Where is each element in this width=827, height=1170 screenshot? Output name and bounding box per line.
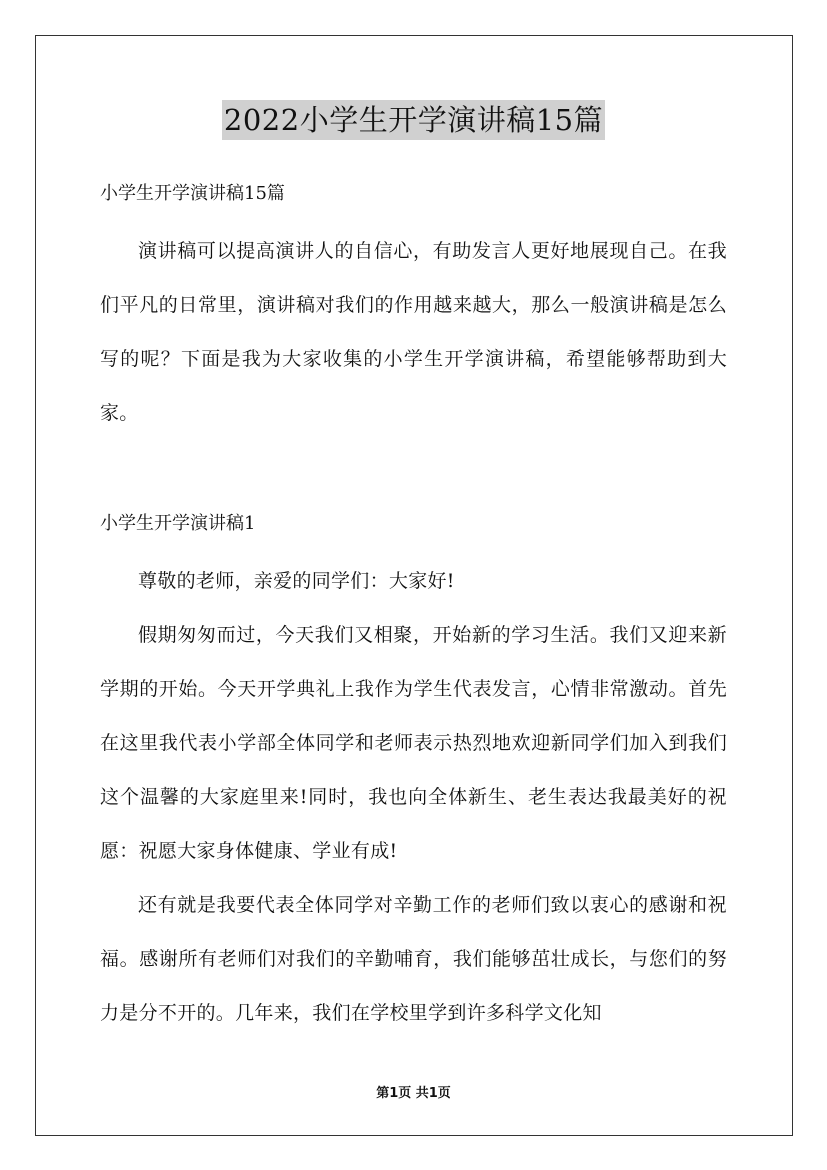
section-heading: 小学生开学演讲稿1 [100, 513, 256, 534]
intro-paragraph: 演讲稿可以提高演讲人的自信心，有助发言人更好地展现自己。在我们平凡的日常里，演讲稿对我们的作用越来越大，那么一般演讲稿是怎么写的呢？下面是我为大家收集的小学生开学演讲稿，希望能够帮助到大家。 [100, 240, 727, 424]
document-body [100, 170, 727, 1040]
document-subtitle: 小学生开学演讲稿15篇 [100, 183, 285, 204]
document-title: 2022小学生开学演讲稿15篇 [222, 100, 605, 140]
greeting-paragraph: 尊敬的老师，亲爱的同学们：大家好! [138, 570, 455, 592]
body-paragraph-1: 假期匆匆而过，今天我们又相聚，开始新的学习生活。我们又迎来新学期的开始。今天开学典礼上我作为学生代表发言，心情非常激动。首先在这里我代表小学部全体同学和老师表示热烈地欢迎新同学们加入到我们这个温馨的大家庭里来!同时，我也向全体新生、老生表达我最美好的祝愿：祝愿大家身体健康、学业有成! [100, 624, 727, 862]
title-container [0, 100, 827, 140]
body-paragraph-2: 还有就是我要代表全体同学对辛勤工作的老师们致以衷心的感谢和祝福。感谢所有老师们对我们的辛勤哺育，我们能够茁壮成长，与您们的努力是分不开的。几年来，我们在学校里学到许多科学文化知 [100, 894, 727, 1024]
section-spacer [100, 440, 727, 490]
page-footer: 第1页 共1页 [376, 1086, 451, 1101]
